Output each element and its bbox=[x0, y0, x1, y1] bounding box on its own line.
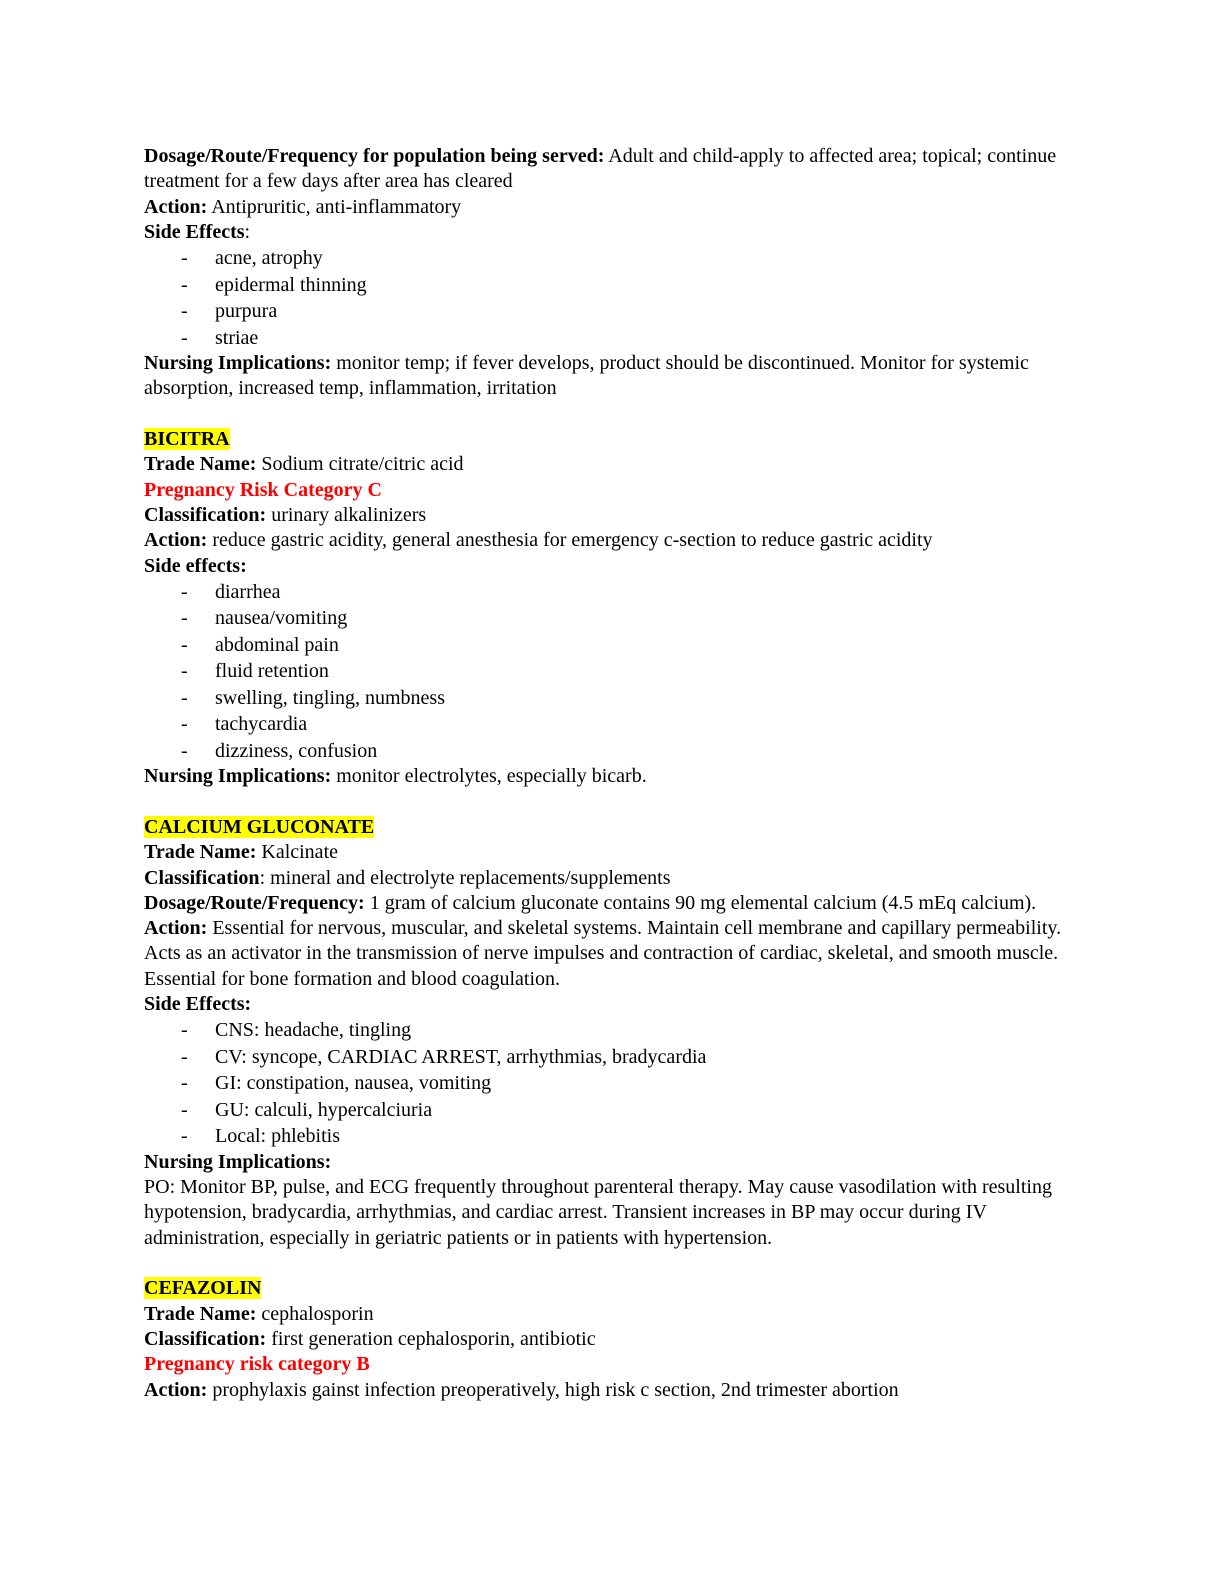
action-label: Action: bbox=[144, 529, 208, 552]
classification-line bbox=[144, 1327, 1084, 1352]
side-effects-colon: : bbox=[244, 220, 251, 243]
dosage-text: 1 gram of calcium gluconate contains 90 mg elemental calcium (4.5 mEq calcium). bbox=[364, 891, 1037, 914]
bullet-dash: - bbox=[181, 633, 188, 656]
trade-text: Sodium citrate/citric acid bbox=[256, 453, 464, 476]
side-effect-text: tachycardia bbox=[215, 713, 308, 736]
side-effect-text: dizziness, confusion bbox=[215, 739, 378, 762]
bullet-dash: - bbox=[181, 1098, 188, 1121]
side-effect-text: nausea/vomiting bbox=[215, 607, 348, 630]
trade-name-line bbox=[144, 452, 1084, 477]
trade-text: cephalosporin bbox=[256, 1302, 374, 1325]
nursing-line bbox=[144, 764, 1084, 789]
action-line bbox=[144, 195, 1084, 220]
dosage-label: Dosage/Route/Frequency for population being served: bbox=[144, 145, 605, 167]
side-effect-text: purpura bbox=[215, 300, 278, 323]
bullet-dash: - bbox=[181, 686, 188, 709]
classification-line bbox=[144, 866, 1084, 891]
list-item bbox=[144, 738, 1084, 765]
spacer bbox=[144, 790, 1084, 815]
list-item bbox=[144, 1097, 1084, 1124]
action-text: reduce gastric acidity, general anesthesia for emergency c-section to reduce gastric acidity bbox=[207, 529, 933, 552]
spacer bbox=[144, 1251, 1084, 1276]
bullet-dash: - bbox=[181, 1072, 188, 1095]
action-text: prophylaxis gainst infection preoperatively, high risk c section, 2nd trimester abortion bbox=[207, 1378, 899, 1401]
side-effect-text: abdominal pain bbox=[215, 633, 339, 656]
side-effects-list bbox=[144, 579, 1084, 765]
side-effects-heading bbox=[144, 992, 1084, 1017]
side-effect-text: striae bbox=[215, 326, 259, 349]
list-item bbox=[144, 298, 1084, 325]
drug-name: BICITRA bbox=[144, 428, 230, 451]
dosage-text: Adult and child-apply to affected area; topical; continue treatment for a few days after area has cleared bbox=[144, 145, 1057, 193]
bullet-dash: - bbox=[181, 273, 188, 296]
side-effect-text: epidermal thinning bbox=[215, 273, 367, 296]
bullet-dash: - bbox=[181, 607, 188, 630]
dosage-label: Dosage/Route/Frequency: bbox=[144, 891, 365, 914]
classification-line bbox=[144, 503, 1084, 528]
classification-text: first generation cephalosporin, antibiotic bbox=[266, 1327, 596, 1350]
dosage-paragraph bbox=[144, 891, 1084, 916]
bullet-dash: - bbox=[181, 1125, 188, 1148]
action-paragraph bbox=[144, 916, 1084, 992]
drug-name: CEFAZOLIN bbox=[144, 1277, 262, 1300]
drug-heading-calcium-gluconate bbox=[144, 815, 1084, 840]
side-effect-text: Local: phlebitis bbox=[215, 1125, 340, 1148]
bullet-dash: - bbox=[181, 713, 188, 736]
side-effects-label: Side Effects bbox=[144, 220, 245, 243]
list-item bbox=[144, 632, 1084, 659]
side-effect-text: acne, atrophy bbox=[215, 247, 323, 270]
bullet-dash: - bbox=[181, 660, 188, 683]
trade-label: Trade Name: bbox=[144, 453, 257, 476]
side-effects-list bbox=[144, 245, 1084, 351]
side-effects-heading bbox=[144, 554, 1084, 579]
side-effects-label: Side Effects: bbox=[144, 993, 252, 1016]
spacer bbox=[144, 402, 1084, 427]
side-effects-list bbox=[144, 1017, 1084, 1150]
list-item bbox=[144, 1070, 1084, 1097]
drug-name: CALCIUM GLUCONATE bbox=[144, 815, 375, 838]
list-item bbox=[144, 272, 1084, 299]
nursing-paragraph bbox=[144, 351, 1084, 402]
classification-label: Classification: bbox=[144, 1327, 267, 1350]
action-label: Action: bbox=[144, 195, 208, 218]
nursing-label: Nursing Implications: bbox=[144, 352, 332, 375]
nursing-heading bbox=[144, 1150, 1084, 1175]
nursing-label: Nursing Implications: bbox=[144, 1150, 332, 1173]
list-item bbox=[144, 325, 1084, 352]
classification-label: Classification bbox=[144, 866, 260, 889]
drug-heading-cefazolin bbox=[144, 1276, 1084, 1301]
nursing-label: Nursing Implications: bbox=[144, 765, 332, 788]
nursing-paragraph: PO: Monitor BP, pulse, and ECG frequently throughout parenteral therapy. May cause vasodilation with resulting hypotension, bradycardia, arrhythmias, and cardiac arrest. Transient increases in BP may occur during IV administration, especially in geriatric patients or in patients with hypertension. bbox=[144, 1176, 1052, 1249]
bullet-dash: - bbox=[181, 739, 188, 762]
pregnancy-category: Pregnancy risk category B bbox=[144, 1353, 370, 1376]
side-effects-label: Side effects: bbox=[144, 554, 247, 577]
side-effect-text: CV: syncope, CARDIAC ARREST, arrhythmias, bradycardia bbox=[215, 1045, 707, 1068]
list-item bbox=[144, 245, 1084, 272]
trade-name-line bbox=[144, 1302, 1084, 1327]
classification-text: : mineral and electrolyte replacements/supplements bbox=[259, 866, 671, 889]
action-line bbox=[144, 528, 1084, 553]
side-effect-text: GI: constipation, nausea, vomiting bbox=[215, 1072, 492, 1095]
action-text: Essential for nervous, muscular, and skeletal systems. Maintain cell membrane and capillary permeability. Acts as an activator in the transmission of nerve impulses and contraction of cardiac, skeletal, and smooth muscle. Essential for bone formation and blood coagulation. bbox=[144, 917, 1062, 990]
list-item bbox=[144, 605, 1084, 632]
side-effects-heading bbox=[144, 220, 1084, 245]
side-effect-text: diarrhea bbox=[215, 580, 281, 603]
side-effect-text: CNS: headache, tingling bbox=[215, 1019, 412, 1042]
list-item bbox=[144, 1017, 1084, 1044]
list-item bbox=[144, 685, 1084, 712]
classification-label: Classification: bbox=[144, 503, 267, 526]
classification-text: urinary alkalinizers bbox=[266, 503, 427, 526]
list-item bbox=[144, 579, 1084, 606]
list-item bbox=[144, 1123, 1084, 1150]
bullet-dash: - bbox=[181, 1045, 188, 1068]
trade-text: Kalcinate bbox=[256, 841, 338, 864]
trade-label: Trade Name: bbox=[144, 1302, 257, 1325]
bullet-dash: - bbox=[181, 326, 188, 349]
nursing-text: monitor electrolytes, especially bicarb. bbox=[331, 765, 647, 788]
bullet-dash: - bbox=[181, 247, 188, 270]
trade-name-line bbox=[144, 840, 1084, 865]
pregnancy-category: Pregnancy Risk Category C bbox=[144, 478, 382, 501]
document-page bbox=[144, 144, 1084, 1403]
list-item bbox=[144, 711, 1084, 738]
drug-heading-bicitra bbox=[144, 427, 1084, 452]
action-label: Action: bbox=[144, 1378, 208, 1401]
bullet-dash: - bbox=[181, 580, 188, 603]
list-item bbox=[144, 1044, 1084, 1071]
action-label: Action: bbox=[144, 917, 208, 940]
side-effect-text: swelling, tingling, numbness bbox=[215, 686, 445, 709]
dosage-paragraph bbox=[144, 144, 1084, 195]
side-effect-text: fluid retention bbox=[215, 660, 329, 683]
action-line bbox=[144, 1378, 1084, 1403]
bullet-dash: - bbox=[181, 1019, 188, 1042]
list-item bbox=[144, 658, 1084, 685]
trade-label: Trade Name: bbox=[144, 841, 257, 864]
bullet-dash: - bbox=[181, 300, 188, 323]
nursing-text: monitor temp; if fever develops, product should be discontinued. Monitor for systemic absorption, increased temp, inflammation, irritation bbox=[144, 352, 1029, 400]
action-text: Antipruritic, anti-inflammatory bbox=[207, 195, 462, 218]
side-effect-text: GU: calculi, hypercalciuria bbox=[215, 1098, 433, 1121]
